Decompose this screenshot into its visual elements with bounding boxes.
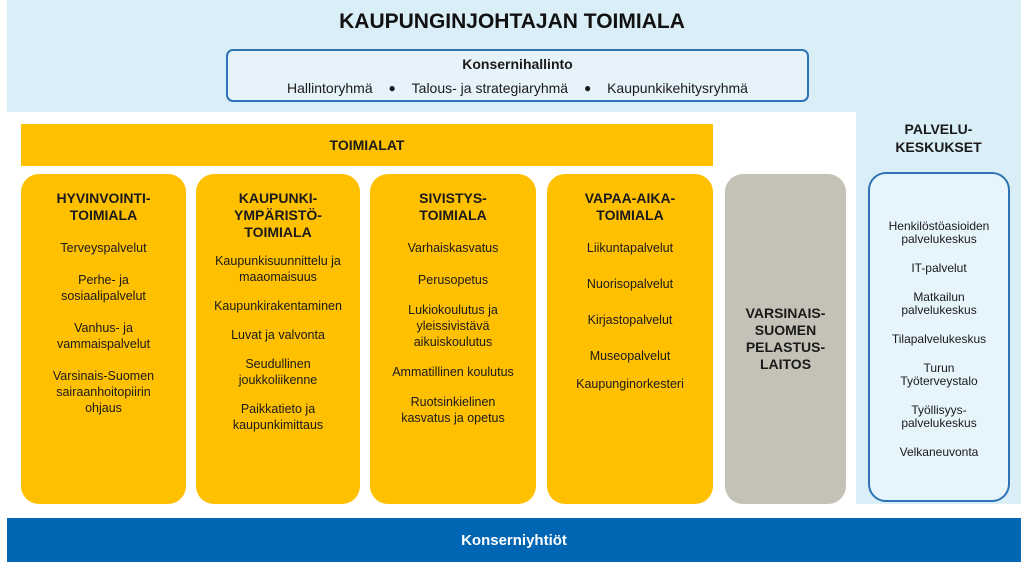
toimiala-title: VAPAA-AIKA- TOIMIALA [584,190,676,223]
konserniyhtiot-bar: Konserniyhtiöt [7,518,1021,562]
toimiala-item: Varsinais-Suomen sairaanhoitopiirin ohjaus [52,369,155,415]
toimiala-item: Nuorisopalvelut [586,277,674,291]
bullet-icon: ● [583,81,592,95]
toimiala-title: SIVISTYS- TOIMIALA [419,190,487,223]
toimiala-item: Kaupunginorkesteri [576,377,684,391]
palvelukeskus-item: Henkilöstöasioiden palvelukeskus [888,219,990,246]
palvelukeskus-item: Työllisyys- palvelukeskus [901,403,977,430]
konsernihallinto-item: Talous- ja strategiaryhmä [411,80,569,96]
main-title: KAUPUNGINJOHTAJAN TOIMIALA [339,10,685,33]
konsernihallinto-item: Kaupunkikehitysryhmä [607,80,748,96]
toimiala-item: Ammatillinen koulutus [392,365,514,379]
toimiala-item: Perusopetus [417,273,489,287]
toimiala-card-hyvinvointi [21,174,186,504]
palvelukeskus-item: Velkaneuvonta [899,445,979,459]
toimiala-items [376,240,530,426]
toimiala-item: Museopalvelut [589,349,671,363]
toimialat-header: TOIMIALAT [21,124,713,166]
toimiala-card-kaupunkiymparisto [196,174,360,504]
toimiala-item: Ruotsinkielinen kasvatus ja opetus [401,395,505,425]
toimiala-item: Terveyspalvelut [60,241,147,255]
konsernihallinto-box [226,49,809,102]
toimiala-item: Lukiokoulutus ja yleissivistävä aikuiskoulutus [408,303,498,349]
toimiala-title: KAUPUNKI- YMPÄRISTÖ- TOIMIALA [234,190,322,240]
konsernihallinto-items [228,80,807,96]
toimiala-item: Varhaiskasvatus [407,241,499,255]
palvelukeskukset-box [868,172,1010,502]
toimiala-card-vapaa-aika [547,174,713,504]
pelastuslaitos-box: VARSINAIS- SUOMEN PELASTUS- LAITOS [725,174,846,504]
toimiala-item: Vanhus- ja vammaispalvelut [56,321,151,351]
toimiala-items [553,240,707,392]
palvelukeskus-item: IT-palvelut [911,261,967,275]
toimiala-items [202,253,354,433]
palvelukeskukset-title: PALVELU- KESKUKSET [895,121,982,155]
toimiala-item: Kirjastopalvelut [587,313,673,327]
toimiala-item: Liikuntapalvelut [586,241,674,255]
toimiala-item: Kaupunkisuunnittelu ja maaomaisuus [215,254,341,284]
toimiala-item: Luvat ja valvonta [231,328,325,342]
konsernihallinto-title: Konsernihallinto [462,56,573,72]
toimiala-item: Perhe- ja sosiaalipalvelut [61,273,146,303]
toimiala-item: Seudullinen joukkoliikenne [238,357,318,387]
toimiala-title: HYVINVOINTI- TOIMIALA [56,190,151,223]
toimiala-card-sivistys [370,174,536,504]
palvelukeskus-item: Tilapalvelukeskus [891,332,987,346]
toimiala-item: Kaupunkirakentaminen [214,299,342,313]
toimiala-item: Paikkatieto ja kaupunkimittaus [232,402,324,432]
palvelukeskus-item: Turun Työterveystalo [900,361,978,388]
palvelukeskus-item: Matkailun palvelukeskus [901,290,977,317]
konsernihallinto-item: Hallintoryhmä [287,80,373,96]
bullet-icon: ● [388,81,396,95]
toimiala-items [27,240,180,416]
